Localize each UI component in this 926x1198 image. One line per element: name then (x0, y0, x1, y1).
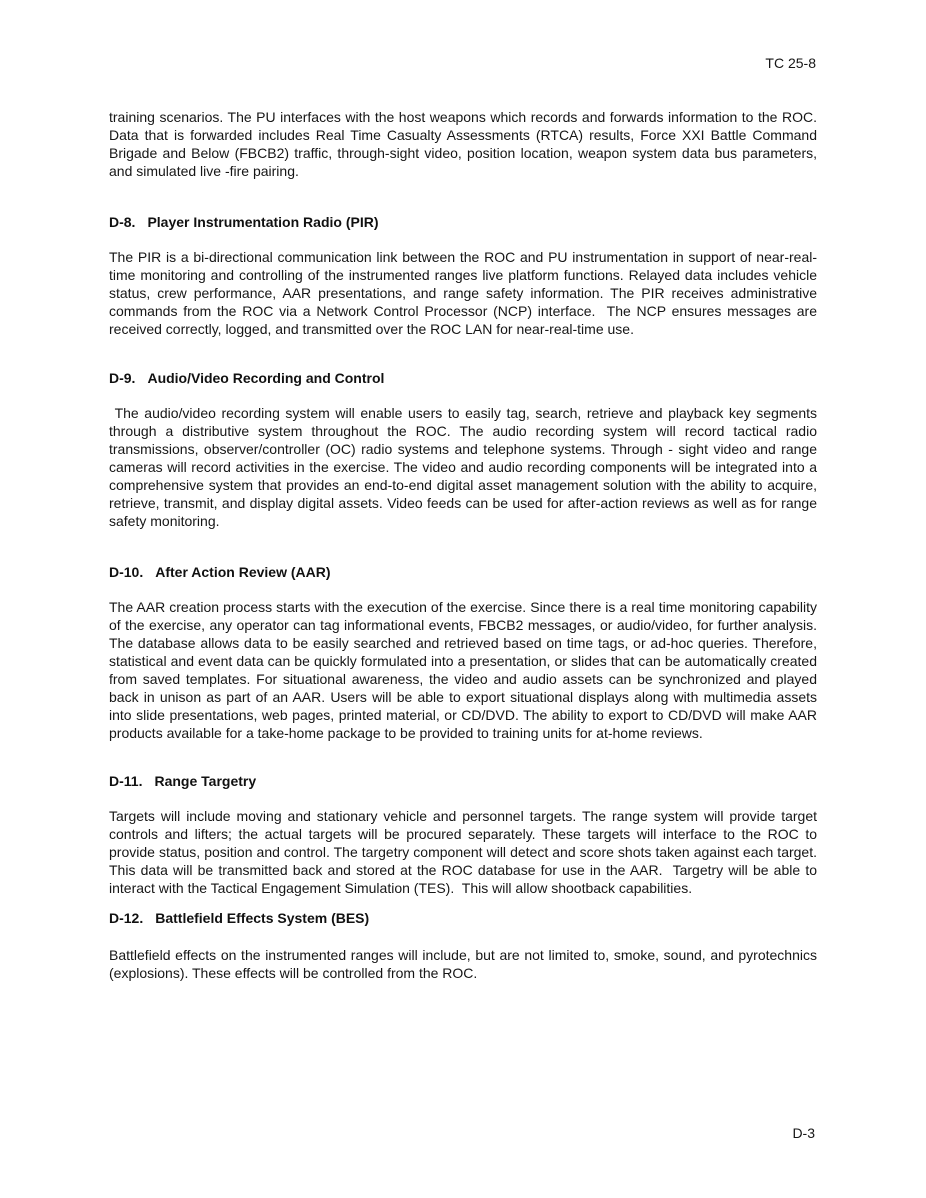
section-d8 (109, 213, 817, 338)
section-number: D-9. (109, 370, 136, 386)
section-title: After Action Review (AAR) (155, 564, 331, 580)
section-number: D-10. (109, 564, 144, 580)
page-number: D-3 (792, 1125, 815, 1141)
section-d12 (109, 909, 817, 982)
doc-number: TC 25-8 (765, 55, 816, 71)
section-title: Range Targetry (154, 773, 257, 789)
page-content (109, 108, 817, 982)
section-heading (109, 909, 817, 927)
section-body: Targets will include moving and stationary vehicle and personnel targets. The range system will provide target controls and lifters; the actual targets will be procured separately. These targets will interface to the ROC to provide status, position and control. The targetry component will detect and score shots taken against each target. This data will be transmitted back and stored at the ROC database for use in the AAR. Targetry will be able to interact with the Tactical Engagement Simulation (TES). This will allow shootback capabilities. (109, 808, 817, 896)
section-number: D-11. (109, 773, 143, 789)
section-title: Battlefield Effects System (BES) (155, 910, 370, 926)
section-title: Audio/Video Recording and Control (147, 370, 385, 386)
section-d9 (109, 369, 817, 530)
page-footer (109, 1124, 815, 1142)
section-body: The AAR creation process starts with the execution of the exercise. Since there is a real time monitoring capability of the exercise, any operator can tag informational events, FBCB2 messages, or audio/video, for further analysis. The database allows data to be easily searched and retrieved based on time tags, or ad-hoc queries. Therefore, statistical and event data can be quickly formulated into a presentation, or slides that can be automatically created from saved templates. For situational awareness, the video and audio assets can be synchronized and played back in unison as part of an AAR. Users will be able to export situational displays along with multimedia assets into slide presentations, web pages, printed material, or CD/DVD. The ability to export to CD/DVD will make AAR products available for a take-home package to be provided to training units for at-home reviews. (109, 599, 817, 741)
section-heading (109, 213, 817, 231)
section-title: Player Instrumentation Radio (PIR) (147, 214, 379, 230)
section-body: The audio/video recording system will enable users to easily tag, search, retrieve and playback key segments through a distributive system throughout the ROC. The audio recording system will record tactical radio transmissions, observer/controller (OC) radio systems and telephone systems. Through - sight video and range cameras will record activities in the exercise. The video and audio recording components will be integrated into a comprehensive system that provides an end-to-end digital asset management solution with the ability to acquire, retrieve, transmit, and display digital assets. Video feeds can be used for after-action reviews as well as for range safety monitoring. (109, 405, 817, 529)
section-d11 (109, 772, 817, 897)
section-body: Battlefield effects on the instrumented ranges will include, but are not limited to, smoke, sound, and pyrotechnics (explosions). These effects will be controlled from the ROC. (109, 947, 817, 981)
page-header (109, 54, 816, 72)
section-number: D-12. (109, 910, 144, 926)
section-d10 (109, 563, 817, 742)
section-number: D-8. (109, 214, 136, 230)
section-heading (109, 563, 817, 581)
section-heading (109, 772, 817, 790)
intro-paragraph: training scenarios. The PU interfaces with the host weapons which records and forwards information to the ROC. Data that is forwarded includes Real Time Casualty Assessments (RTCA) results, Force XXI Battle Command Brigade and Below (FBCB2) traffic, through-sight video, position location, weapon system data bus parameters, and simulated live -fire pairing. (109, 109, 817, 179)
section-heading (109, 369, 817, 387)
section-body: The PIR is a bi-directional communication link between the ROC and PU instrumentation in support of near-real-time monitoring and controlling of the instrumented ranges live platform functions. Relayed data includes vehicle status, crew performance, AAR presentations, and range safety information. The PIR receives administrative commands from the ROC via a Network Control Processor (NCP) interface. The NCP ensures messages are received correctly, logged, and transmitted over the ROC LAN for near-real-time use. (109, 249, 817, 337)
